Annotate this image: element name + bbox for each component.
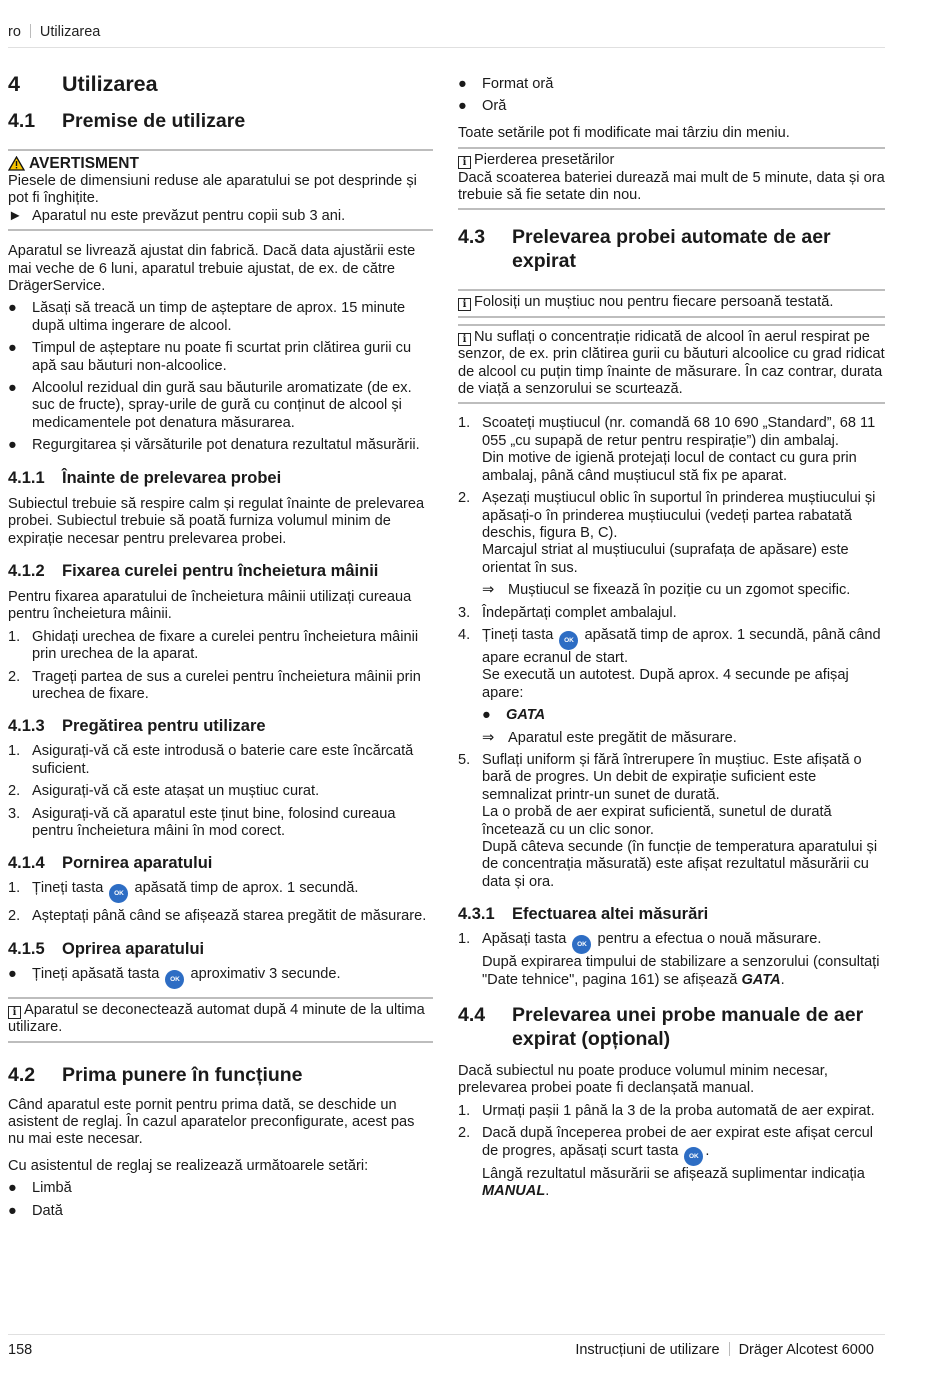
header-divider xyxy=(8,47,885,48)
paragraph: Dacă subiectul nu poate produce volumul minim necesar, prelevarea probei poate fi declanșată manual. xyxy=(458,1063,828,1097)
result-arrow-icon: ⇒ xyxy=(482,729,495,746)
section-4-1-1-heading: 4.1.1 Înainte de prelevarea probei xyxy=(8,468,282,487)
arrow-icon: ► xyxy=(8,207,23,224)
paragraph: Subiectul trebuie să respire calm și regulat înainte de prelevarea probei. Subiectul trebuie să poată furniza volumul minim de expirație necesar pentru prelevarea probei. xyxy=(8,495,425,547)
step-item: 1. Asigurați-vă că este introdusă o baterie care este încărcată suficient. xyxy=(8,743,414,777)
ok-key-icon: OK xyxy=(165,970,184,989)
list-item: ● Format oră xyxy=(458,76,554,92)
bullet-icon: ● xyxy=(8,300,17,317)
list-item: ● Limbă xyxy=(8,1180,72,1197)
step-item: 4. Țineți tasta OK apăsată timp de aprox. 1 secundă, până când apare ecranul de start. Se execută un autotest. După aprox. 4 secunde pe afișaj apare: xyxy=(458,626,881,701)
section-4-1-heading: 4.1 Premise de utilizare xyxy=(8,110,246,132)
info-icon: i xyxy=(458,333,471,346)
header-section: Utilizarea xyxy=(39,24,101,40)
paragraph: Aparatul se livrează ajustat din fabrică. Dacă data ajustării este mai veche de 6 luni, aparatul trebuie ajustat, de ex. de către DrägerService. xyxy=(8,243,416,295)
paragraph: Toate setările pot fi modificate mai târziu din meniu. xyxy=(458,124,790,141)
ok-key-icon: OK xyxy=(559,631,578,650)
ok-key-icon: OK xyxy=(572,935,591,954)
info-box: i Nu suflați o concentrație ridicată de alcool în aerul respirat pe senzor, de ex. prin clătirea gurii cu băuturi alcoolice cu grad ridicat de alcool cu puțin timp înainte de măsurare. În caz contrar, durata de viață a senzorului se scurtează. xyxy=(458,324,885,405)
page-number: 158 xyxy=(8,1342,33,1358)
step-item: 1. Ghidați urechea de fixare a curelei pentru încheietura mâinii prin urechea de la aparat. xyxy=(8,628,419,663)
paragraph: Cu asistentul de reglaj se realizează următoarele setări: xyxy=(8,1157,369,1174)
list-item: ● Dată xyxy=(8,1202,63,1219)
bullet-icon: ● xyxy=(482,707,491,724)
info-box: i Aparatul se deconectează automat după 4 minute de la ultima utilizare. xyxy=(8,997,433,1043)
bullet-icon: ● xyxy=(8,965,17,982)
bullet-icon: ● xyxy=(8,437,17,454)
info-icon: i xyxy=(8,1006,21,1019)
left-column xyxy=(8,72,433,1220)
list-item: ● Regurgitarea și vărsăturile pot denatura rezultatul măsurării. xyxy=(8,437,420,454)
bullet-icon: ● xyxy=(8,1180,17,1197)
result-item: ⇒ Muștiucul se fixează în poziție cu un zgomot specific. xyxy=(458,582,885,599)
info-icon: i xyxy=(458,298,471,311)
section-4-2-heading: 4.2 Prima punere în funcțiune xyxy=(8,1063,303,1086)
step-item: 2. Așezați muștiucul oblic în suportul în prinderea muștiucului și apăsați-o în prinderea muștiucului (vedeți partea rabatată deschis, figura B, C). Marcajul striat al muștiucului (suprafața de apăsare) este orientat în sus. xyxy=(458,490,876,576)
section-4-heading: 4 Utilizarea xyxy=(8,72,158,96)
step-item: 3. Îndepărtați complet ambalajul. xyxy=(458,604,677,621)
step-item: 1. Scoateți muștiucul (nr. comandă 68 10 690 „Standard”, 68 11 055 „cu supapă de retur pentru respirație”) din ambalaj. Din motive de igienă protejați locul de contact cu gura prin ambalaj, până când muștiucul stă fix pe aparat. xyxy=(458,415,876,484)
section-4-3-1-heading: 4.3.1 Efectuarea altei măsurări xyxy=(458,905,709,924)
list-item: ● Lăsați să treacă un timp de așteptare de aprox. 15 minute după ultima ingerare de alcool. xyxy=(8,300,406,334)
step-item: 2. Dacă după începerea probei de aer expirat este afișat cercul de progres, apăsați scurt tasta OK . Lângă rezultatul măsurării se afișează suplimentar indicația MANUAL. xyxy=(458,1125,874,1200)
step-item: 1. Urmați pașii 1 până la 3 de la proba automată de aer expirat. xyxy=(458,1102,875,1119)
warning-title: AVERTISMENT xyxy=(8,154,433,173)
info-box: i Pierderea presetărilor Dacă scoaterea bateriei durează mai mult de 5 minute, data și ora trebuie să fie setate din nou. xyxy=(458,147,885,210)
list-item: ● Alcoolul rezidual din gură sau băuturile aromatizate (de ex. suc de fructe), spray-urile de gură cu conținut de alcool și medicamentele pot denatura măsurarea. xyxy=(8,380,412,431)
result-item: ⇒ Aparatul este pregătit de măsurare. xyxy=(458,730,885,747)
header-lang: ro xyxy=(8,24,21,40)
bullet-list xyxy=(8,300,433,454)
step-item: 2. Așteptați până când se afișează starea pregătit de măsurare. xyxy=(8,908,427,925)
footer-doc: Instrucțiuni de utilizare xyxy=(575,1342,720,1358)
page-footer xyxy=(575,1342,874,1358)
list-item: ● Timpul de așteptare nu poate fi scurtat prin clătirea gurii cu apă sau băuturi non-alcoolice. xyxy=(8,340,412,374)
page-header xyxy=(8,24,100,40)
paragraph: Pentru fixarea aparatului de încheietura mâinii utilizați cureaua pentru încheietura mâinii. xyxy=(8,588,412,623)
warning-triangle-icon xyxy=(8,156,25,171)
paragraph: Când aparatul este pornit pentru prima dată, se deschide un asistent de reglaj. În cazul aparatelor preconfigurate, acest pas nu mai este necesar. xyxy=(8,1096,415,1148)
right-column xyxy=(458,76,885,1200)
section-4-4-heading: 4.4 Prelevarea unei probe manuale de aer expirat (opțional) xyxy=(458,1004,864,1051)
step-item: 2. Asigurați-vă că este atașat un muștiuc curat. xyxy=(8,783,320,800)
ok-key-icon: OK xyxy=(109,884,128,903)
section-4-1-4-heading: 4.1.4 Pornirea aparatului xyxy=(8,854,213,873)
ok-key-icon: OK xyxy=(684,1147,703,1166)
section-4-1-2-heading: 4.1.2 Fixarea curelei pentru încheietura mâinii xyxy=(8,561,379,580)
step-item: 3. Asigurați-vă că aparatul este ținut bine, folosind cureaua pentru încheietura mâini în mod corect. xyxy=(8,805,396,839)
step-item: 1. Apăsați tasta OK pentru a efectua o nouă măsurare. După expirarea timpului de stabilizare a senzorului (consultați "Date tehnice", pagina 161) se afișează GATA. xyxy=(458,931,880,988)
bullet-icon: ● xyxy=(8,340,17,357)
list-item: ● GATA xyxy=(458,707,885,724)
list-item: ● Oră xyxy=(458,98,507,115)
bullet-icon: ● xyxy=(458,76,467,92)
section-4-1-3-heading: 4.1.3 Pregătirea pentru utilizare xyxy=(8,717,266,736)
list-item: ● Țineți apăsată tasta OK aproximativ 3 secunde. xyxy=(8,966,433,989)
info-box: i Folosiți un muștiuc nou pentru fiecare persoană testată. xyxy=(458,289,885,317)
info-icon: i xyxy=(458,156,471,169)
warning-text: Piesele de dimensiuni reduse ale aparatului se pot desprinde și pot fi înghițite. xyxy=(8,173,417,207)
footer-divider xyxy=(8,1334,885,1335)
bullet-icon: ● xyxy=(8,380,17,397)
step-item: 1. Țineți tasta OK apăsată timp de aprox. 1 secundă. xyxy=(8,880,433,903)
step-item: 2. Trageți partea de sus a curelei pentru încheietura mâinii prin urechea de fixare. xyxy=(8,668,421,702)
footer-product: Dräger Alcotest 6000 xyxy=(738,1342,874,1358)
warning-action: ► Aparatul nu este prevăzut pentru copii sub 3 ani. xyxy=(8,207,346,224)
section-4-3-heading: 4.3 Prelevarea probei automate de aer expirat xyxy=(458,226,831,273)
result-arrow-icon: ⇒ xyxy=(482,582,495,599)
bullet-icon: ● xyxy=(458,98,467,115)
warning-box xyxy=(8,149,433,231)
step-item: 5. Suflați uniform și fără întrerupere în muștiuc. Este afișată o bară de progres. Un debit de expirație suficient este semnalizat printr-un sunet de durată. La o probă de aer expirat suficientă, sunetul de durată încetează cu un clic sonor. După câteva secunde (în funcție de temperatura aparatului și de concentrația măsurată) este afișat rezultatul măsurării cu data și ora. xyxy=(458,751,878,890)
bullet-icon: ● xyxy=(8,1202,17,1219)
section-4-1-5-heading: 4.1.5 Oprirea aparatului xyxy=(8,939,205,958)
